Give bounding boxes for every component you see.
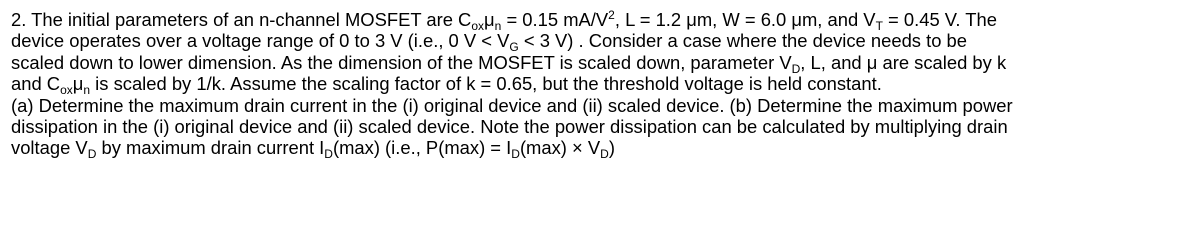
subscript-d: D xyxy=(324,147,333,162)
subscript-n: n xyxy=(83,83,91,98)
text-run: = 0.15 mA/V xyxy=(501,9,609,30)
text-run: (max) (i.e., P(max) = I xyxy=(332,137,512,159)
problem-line-3 xyxy=(11,51,1183,76)
text-run: by maximum drain current I xyxy=(96,137,325,159)
text-run: The initial parameters of an n-channel MOSFET are C xyxy=(31,9,472,30)
mu-symbol: μ xyxy=(484,9,495,30)
mu-symbol: μ xyxy=(72,73,84,95)
subscript-d: D xyxy=(600,147,609,162)
text-run: scaled down to lower dimension. As the dimension of the MOSFET is scaled down, parameter V xyxy=(11,51,792,73)
subscript-ox: ox xyxy=(60,83,73,98)
subscript-ox: ox xyxy=(471,19,485,33)
text-run: device operates over a voltage range of 0 to 3 V (i.e., 0 V < V xyxy=(11,30,510,52)
problem-paragraph xyxy=(11,8,1183,162)
subscript-t: T xyxy=(875,19,883,33)
superscript-2: 2 xyxy=(608,8,615,22)
problem-line-2 xyxy=(11,30,1183,55)
subscript-d: D xyxy=(511,147,520,162)
text-run: voltage V xyxy=(11,137,88,159)
subscript-n: n xyxy=(494,19,502,33)
subscript-d: D xyxy=(87,147,97,162)
problem-line-1 xyxy=(11,8,1183,33)
text-run: , L = 1.2 μm, W = 6.0 μm, and V xyxy=(614,9,876,30)
text-run: ) xyxy=(608,137,615,159)
subscript-g: G xyxy=(509,40,519,55)
text-run: < 3 V) . Consider a case where the device needs to be xyxy=(518,30,968,52)
problem-number: 2. xyxy=(11,9,27,30)
text-run: and C xyxy=(11,73,61,95)
text-run: , L, and μ are scaled by k xyxy=(800,51,1007,73)
problem-line-5: (a) Determine the maximum drain current in the (i) original device and (ii) scaled device. (b) Determine the maximum power xyxy=(11,94,1013,116)
text-run: is scaled by 1/k. Assume the scaling factor of k = 0.65, but the threshold voltage is held constant. xyxy=(90,73,882,95)
problem-line-6: dissipation in the (i) original device and (ii) scaled device. Note the power dissipation can be calculated by multiplying drain xyxy=(11,116,1008,138)
subscript-d: D xyxy=(791,61,801,76)
text-run: = 0.45 V. The xyxy=(882,9,997,30)
text-run: (max) × V xyxy=(519,137,601,159)
problem-line-4 xyxy=(11,73,1183,98)
problem-line-7 xyxy=(11,137,1183,162)
problem-text xyxy=(11,8,1183,162)
